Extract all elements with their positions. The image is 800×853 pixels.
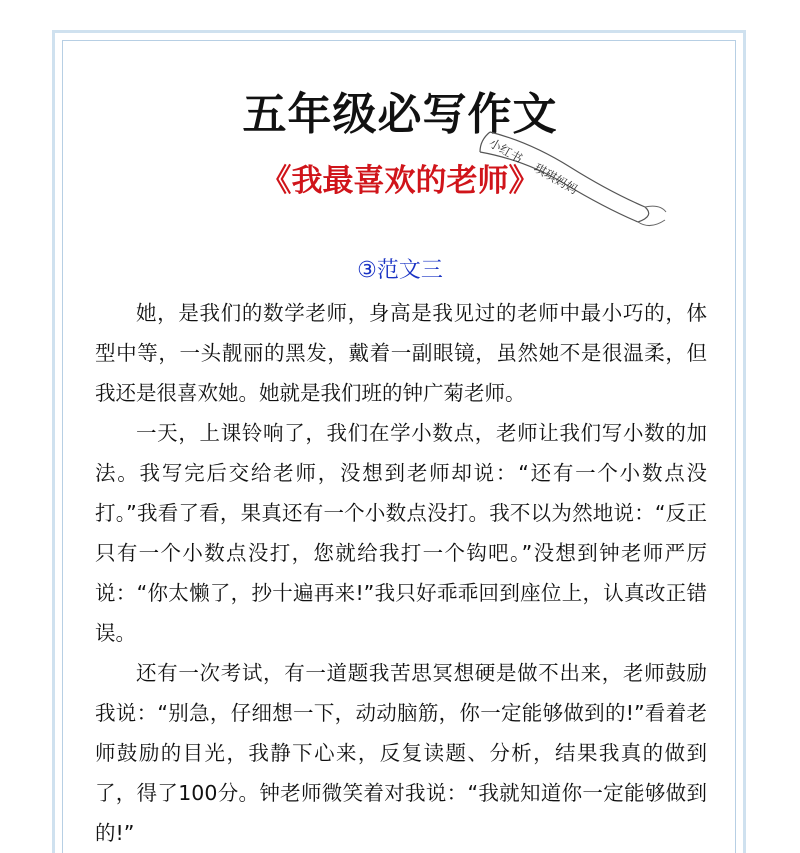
paragraph: 一天，上课铃响了，我们在学小数点，老师让我们写小数的加法。我写完后交给老师，没想到老师却说：“还有一个小数点没打。”我看了看，果真还有一个小数点没打。我不以为然地说：“反正只有一个小数点没打，您就给我打一个钩吧。”没想到钟老师严厉说：“你太懒了，抄十遍再来!”我只好乖乖回到座位上，认真改正错误。 (95, 421, 707, 645)
document-title: 五年级必写作文 (242, 89, 558, 140)
watermark-line-1: 小红书 (486, 135, 525, 166)
watermark-line-2: 琪琪妈妈 (531, 160, 581, 197)
essay-title: 《我最喜欢的老师》 (260, 163, 540, 199)
paragraph: 她，是我们的数学老师，身高是我见过的老师中最小巧的，体型中等，一头靓丽的黑发，戴着一副眼镜，虽然她不是很温柔，但我还是很喜欢她。她就是我们班的钟广菊老师。 (95, 301, 707, 405)
watermark-scroll (470, 112, 670, 232)
paragraph: 还有一次考试，有一道题我苦思冥想硬是做不出来，老师鼓励我说：“别急，仔细想一下，动动脑筋，你一定能够做到的!”看着老师鼓励的目光，我静下心来，反复读题、分析，结果我真的做到了，得了100分。钟老师微笑着对我说：“我就知道你一定能够做到的!” (95, 661, 707, 845)
essay-body (95, 293, 707, 853)
section-heading: ③范文三 (357, 258, 443, 283)
scroll-ribbon-icon (470, 112, 670, 232)
